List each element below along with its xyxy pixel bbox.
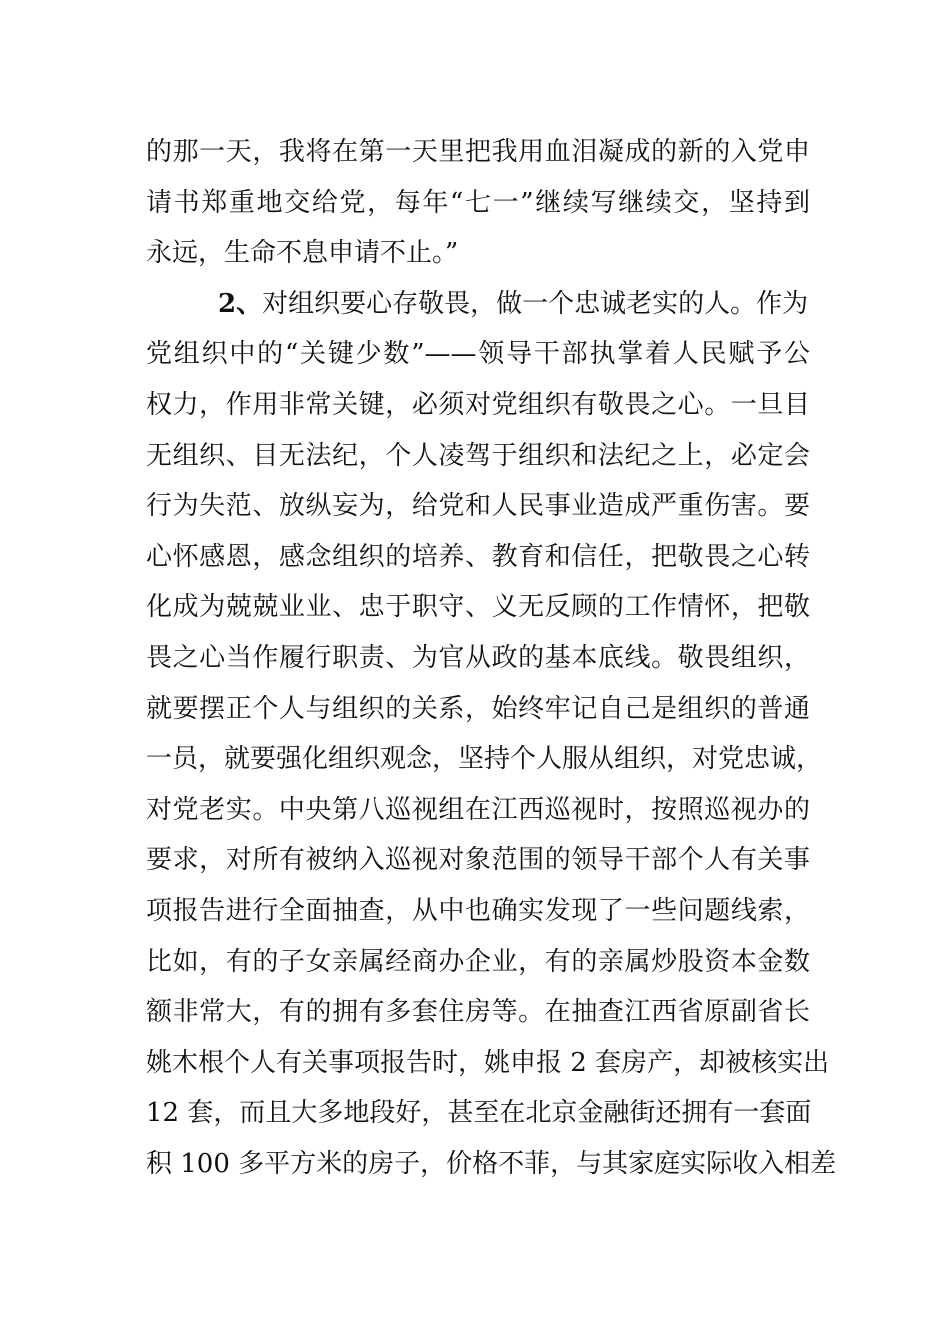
text-line-21: 积 100 多平方米的房子，价格不菲，与其家庭实际收入相差 [146, 1148, 837, 1179]
text-line-18: 额非常大，有的拥有多套住房等。在抽查江西省原副省长 [146, 997, 810, 1028]
text-line-2: 请书郑重地交给党，每年“七一”继续写继续交，坚持到 [146, 187, 810, 218]
section-heading-line [146, 279, 810, 330]
text-line-3: 永远，生命不息申请不止。” [146, 238, 459, 269]
text-line-7: 无组织、目无法纪，个人凌驾于组织和法纪之上，必定会 [146, 440, 810, 471]
text-line-9: 心怀感恩，感念组织的培养、教育和信任，把敬畏之心转 [146, 541, 810, 572]
section-number: 2、 [218, 288, 263, 319]
text-line-20: 12 套，而且大多地段好，甚至在北京金融街还拥有一套面 [146, 1098, 812, 1129]
text-line-13: 一员，就要强化组织观念，坚持个人服从组织，对党忠诚， [146, 744, 823, 775]
text-line-19: 姚木根个人有关事项报告时，姚申报 2 套房产，却被核实出 [146, 1047, 830, 1078]
text-line-14: 对党老实。中央第八巡视组在江西巡视时，按照巡视办的 [146, 794, 810, 825]
text-line-8: 行为失范、放纵妄为，给党和人民事业造成严重伤害。要 [146, 491, 810, 522]
text-line-5: 党组织中的“关键少数”——领导干部执掌着人民赋予公 [146, 339, 810, 370]
text-line-17: 比如，有的子女亲属经商办企业，有的亲属炒股资本金数 [146, 946, 810, 977]
text-line-16: 项报告进行全面抽查，从中也确实发现了一些问题线索， [146, 895, 810, 926]
text-line-1: 的那一天，我将在第一天里把我用血泪凝成的新的入党申 [146, 137, 810, 167]
body-text [146, 127, 837, 1189]
text-line-11: 畏之心当作履行职责、为官从政的基本底线。敬畏组织， [146, 642, 810, 673]
text-line-15: 要求，对所有被纳入巡视对象范围的领导干部个人有关事 [146, 845, 810, 876]
text-line-6: 权力，作用非常关键，必须对党组织有敬畏之心。一旦目 [146, 389, 810, 420]
section-heading-text: 对组织要心存敬畏，做一个忠诚老实的人。作为 [262, 288, 809, 319]
text-line-10: 化成为兢兢业业、忠于职守、义无反顾的工作情怀，把敬 [146, 592, 810, 623]
text-line-12: 就要摆正个人与组织的关系，始终牢记自己是组织的普通 [146, 693, 810, 724]
